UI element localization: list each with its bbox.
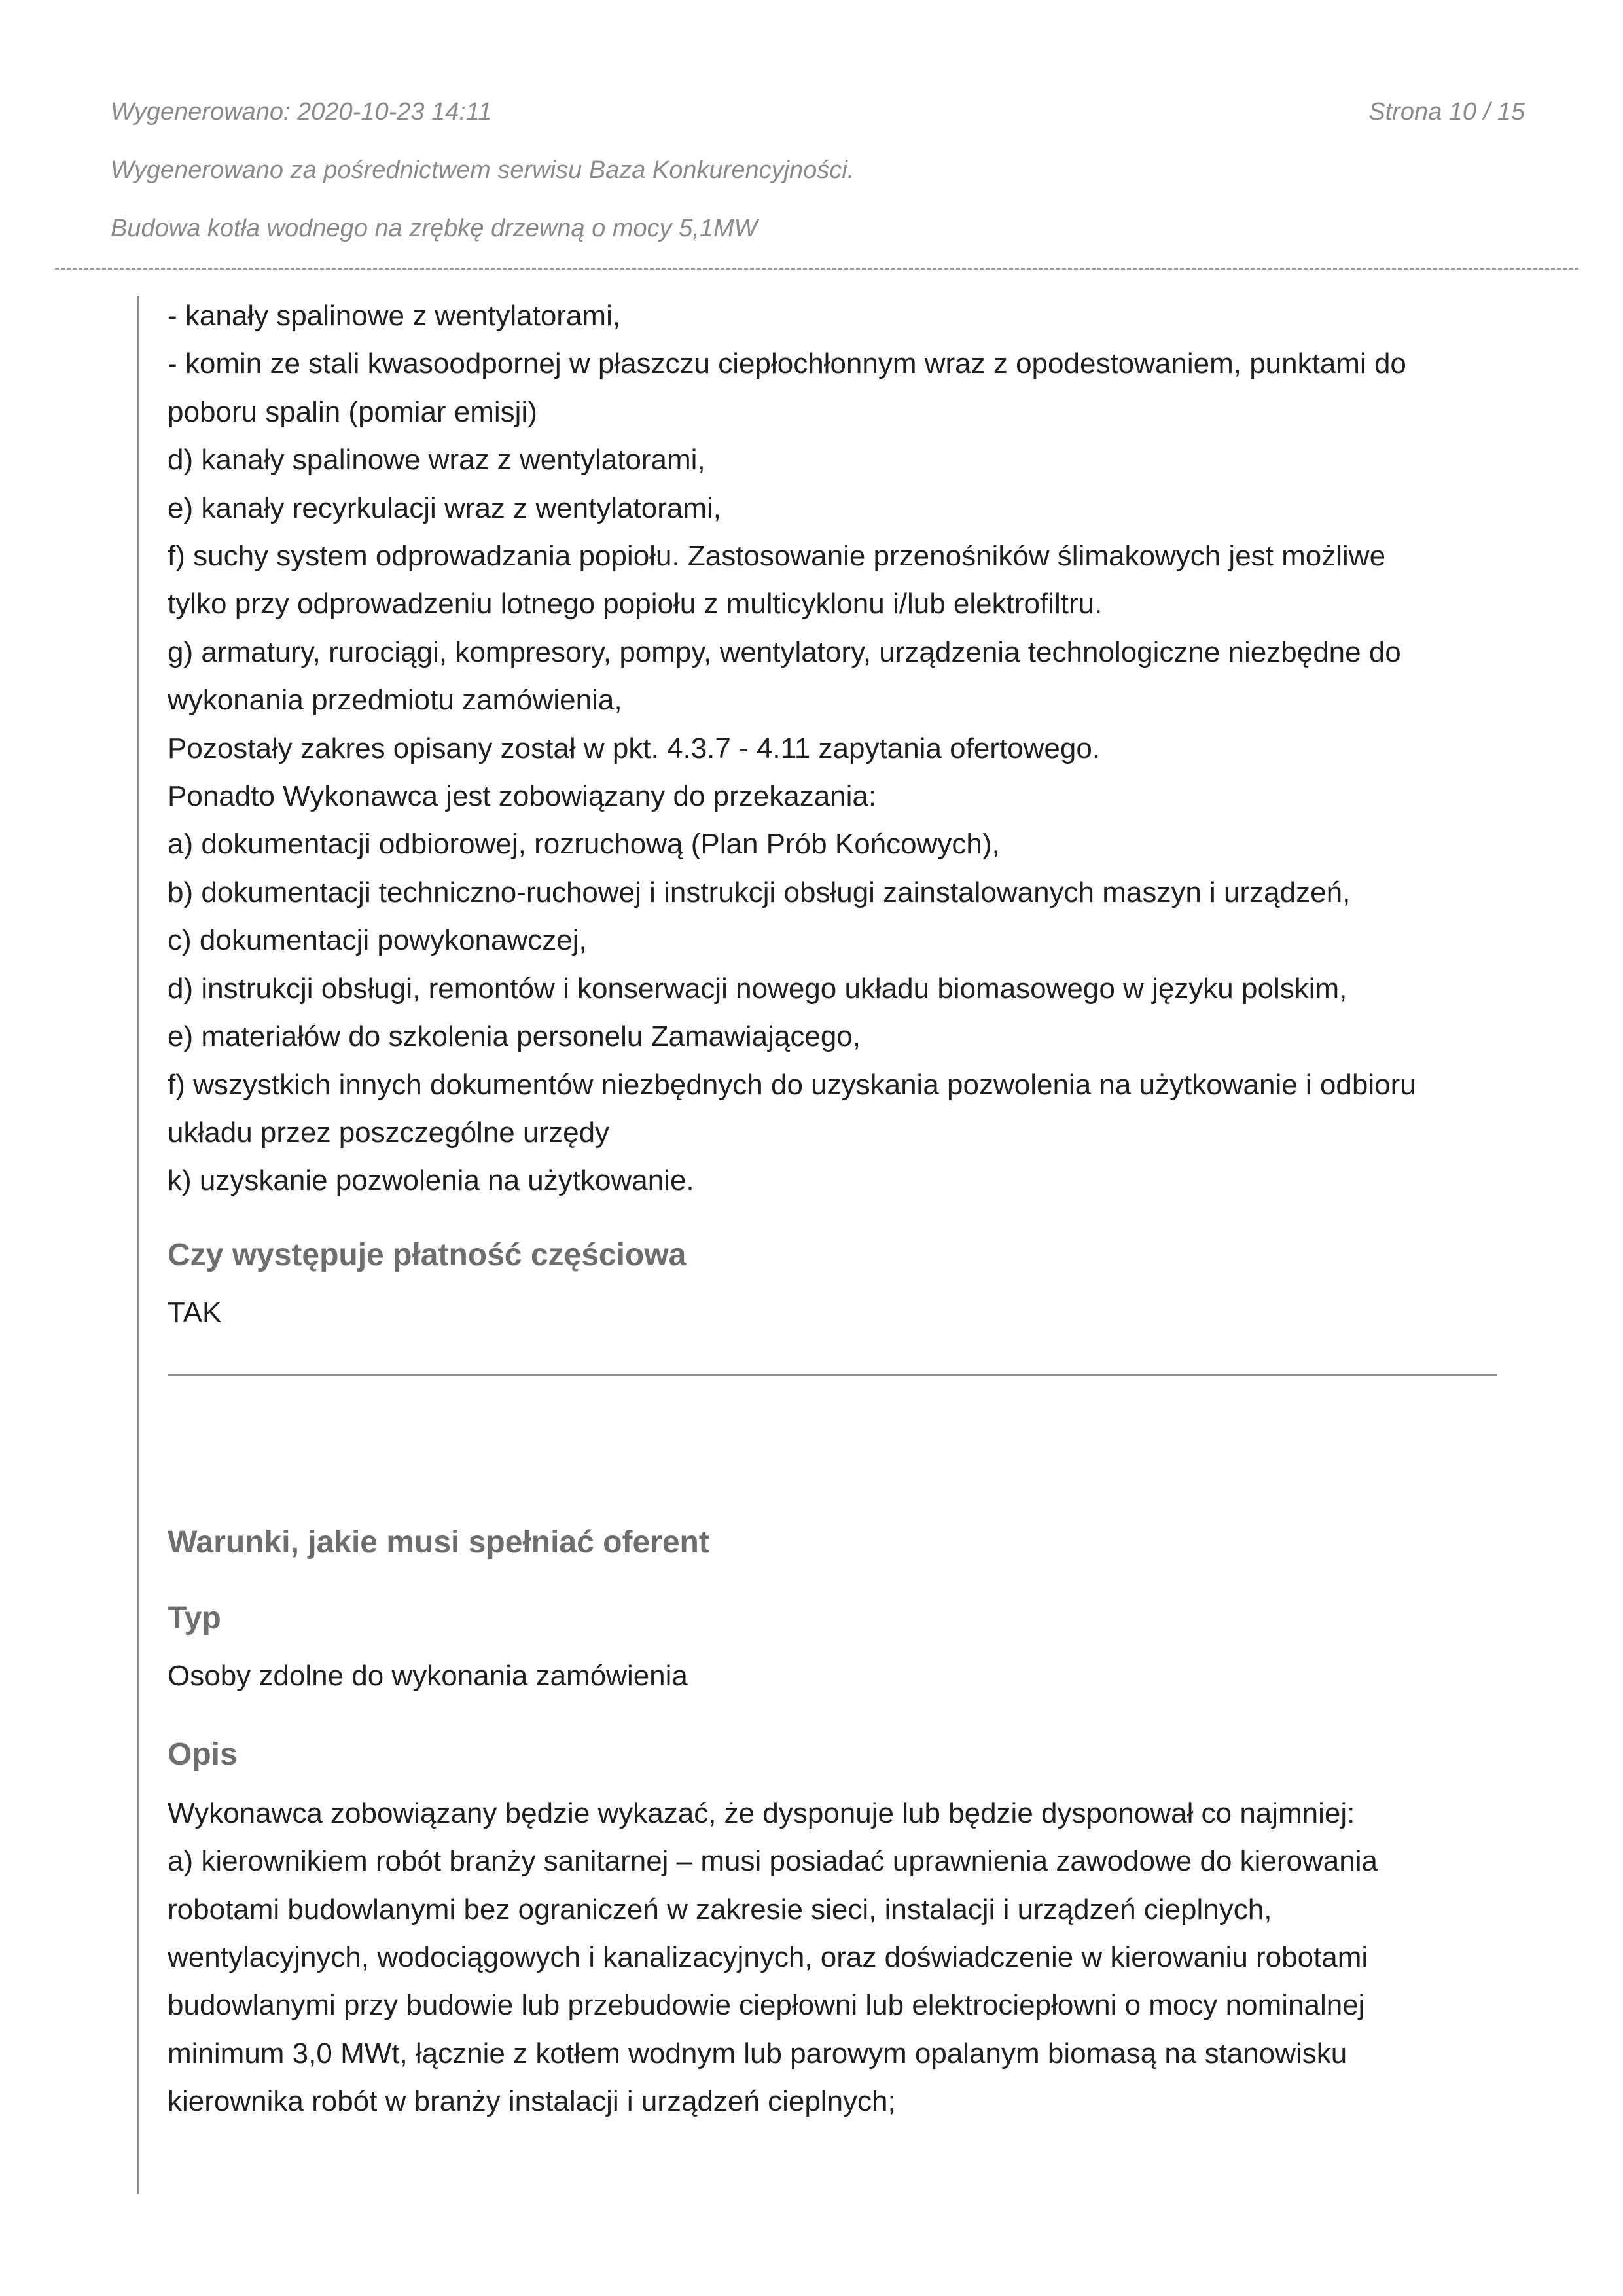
main-content (168, 292, 1503, 2126)
scope-line: Pozostały zakres opisany został w pkt. 4.3.7 - 4.11 zapytania ofertowego. (168, 732, 1101, 764)
scope-line: d) kanały spalinowe wraz z wentylatorami, (168, 444, 705, 476)
scope-line: d) instrukcji obsługi, remontów i konserwacji nowego układu biomasowego w języku polskim, (168, 972, 1347, 1005)
scope-line: poboru spalin (pomiar emisji) (168, 395, 537, 428)
scope-line: f) wszystkich innych dokumentów niezbędnych do uzyskania pozwolenia na użytkowanie i odbioru (168, 1068, 1416, 1101)
scope-line: c) dokumentacji powykonawczej, (168, 924, 587, 957)
section-divider (168, 1374, 1497, 1376)
scope-text (168, 292, 1503, 1205)
scope-line: tylko przy odprowadzeniu lotnego popiołu z multicyklonu i/lub elektrofiltru. (168, 588, 1103, 620)
generated-by-service: Wygenerowano za pośrednictwem serwisu Baza Konkurencyjności. (111, 156, 855, 184)
scope-line: układu przez poszczególne urzędy (168, 1116, 610, 1149)
partial-payment-value: TAK (168, 1297, 222, 1329)
description-line: kierownika robót w branży instalacji i urządzeń cieplnych; (168, 2085, 896, 2118)
description-line: wentylacyjnych, wodociągowych i kanalizacyjnych, oraz doświadczenie w kierowaniu robotami (168, 1941, 1368, 1973)
type-value: Osoby zdolne do wykonania zamówienia (168, 1660, 688, 1693)
document-title: Budowa kotła wodnego na zrębkę drzewną o mocy 5,1MW (111, 215, 758, 242)
description-line: robotami budowlanymi bez ograniczeń w zakresie sieci, instalacji i urządzeń cieplnych, (168, 1893, 1272, 1926)
type-heading: Typ (168, 1600, 221, 1636)
scope-line: b) dokumentacji techniczno-ruchowej i instrukcji obsługi zainstalowanych maszyn i urządzeń, (168, 876, 1351, 908)
scope-line: wykonania przedmiotu zamówienia, (168, 684, 622, 717)
description-heading: Opis (168, 1737, 238, 1772)
content-left-bar (137, 296, 139, 2194)
scope-line: - komin ze stali kwasoodpornej w płaszczu ciepłochłonnym wraz z opodestowaniem, punktami do (168, 348, 1406, 380)
description-line: budowlanymi przy budowie lub przebudowie ciepłowni lub elektrociepłowni o mocy nominalnej (168, 1989, 1365, 2022)
scope-line: k) uzyskanie pozwolenia na użytkowanie. (168, 1164, 694, 1197)
generated-timestamp: Wygenerowano: 2020-10-23 14:11 (111, 98, 492, 126)
scope-line: a) dokumentacji odbiorowej, rozruchową (Plan Prób Końcowych), (168, 828, 1000, 861)
description-line: Wykonawca zobowiązany będzie wykazać, że dysponuje lub będzie dysponował co najmniej: (168, 1797, 1355, 1829)
partial-payment-heading: Czy występuje płatność częściowa (168, 1237, 687, 1272)
conditions-heading: Warunki, jakie musi spełniać oferent (168, 1525, 709, 1560)
description-line: a) kierownikiem robót branży sanitarnej – musi posiadać uprawnienia zawodowe do kierowania (168, 1845, 1378, 1878)
scope-line: Ponadto Wykonawca jest zobowiązany do przekazania: (168, 780, 877, 813)
scope-line: e) materiałów do szkolenia personelu Zamawiającego, (168, 1020, 861, 1053)
description-text (168, 1789, 1503, 2126)
scope-line: e) kanały recyrkulacji wraz z wentylatorami, (168, 492, 722, 524)
scope-line: g) armatury, rurociągi, kompresory, pompy, wentylatory, urządzenia technologiczne niezbędne do (168, 636, 1401, 668)
page-number: Strona 10 / 15 (1368, 98, 1525, 126)
scope-line: - kanały spalinowe z wentylatorami, (168, 300, 621, 332)
description-line: minimum 3,0 MWt, łącznie z kotłem wodnym lub parowym opalanym biomasą na stanowisku (168, 2037, 1347, 2070)
header-divider (55, 268, 1578, 270)
scope-line: f) suchy system odprowadzania popiołu. Zastosowanie przenośników ślimakowych jest możliwe (168, 540, 1386, 573)
